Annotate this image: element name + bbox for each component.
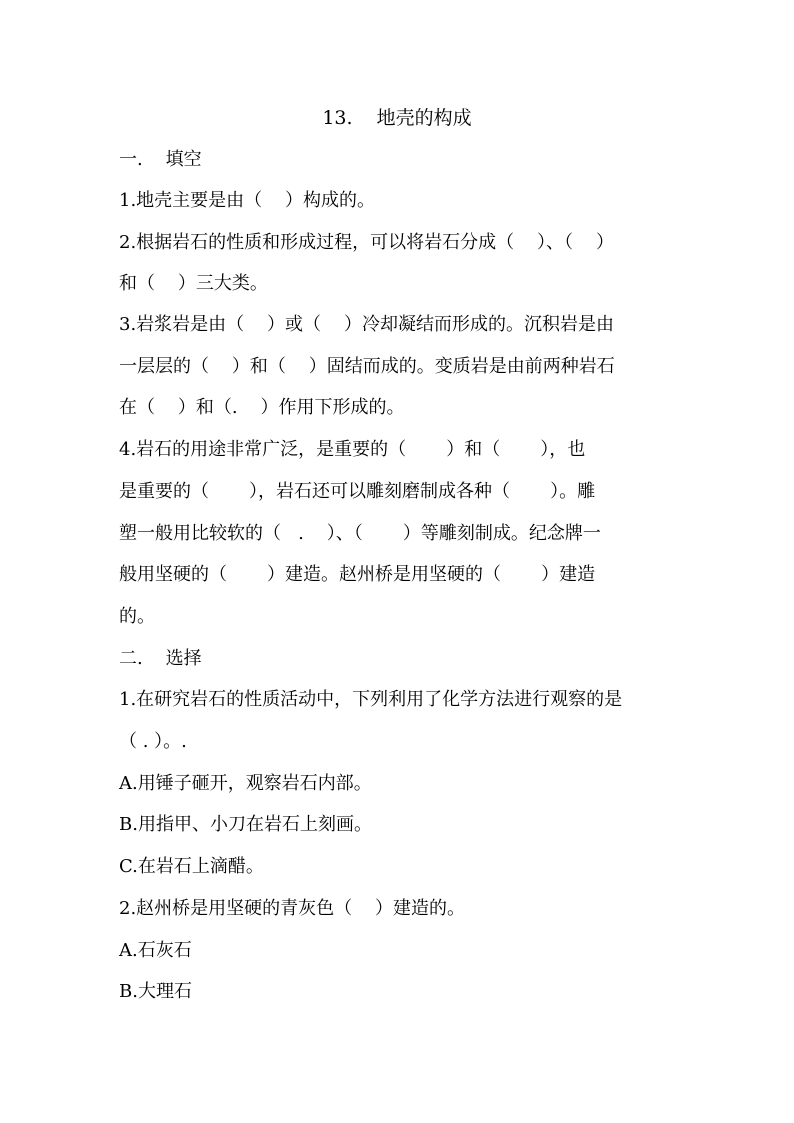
- option-line: B.用指甲、小刀在岩石上刻画。: [119, 814, 372, 835]
- question-line: 和（ ）三大类。: [119, 273, 268, 294]
- question-line: 塑一般用比较软的（ . ）、（ ）等雕刻制成。纪念牌一: [119, 523, 601, 544]
- option-line: C.在岩石上滴醋。: [119, 856, 264, 877]
- question-line: 1.在研究岩石的性质活动中，下列利用了化学方法进行观察的是: [119, 689, 623, 710]
- option-line: B.大理石: [119, 981, 192, 1002]
- question-line: 4.岩石的用途非常广泛，是重要的（ ）和（ ），也: [119, 439, 586, 460]
- option-line: A.用锤子砸开，观察岩石内部。: [119, 773, 372, 794]
- question-line: 3.岩浆岩是由（ ）或（ ）冷却凝结而形成的。沉积岩是由: [119, 314, 614, 335]
- question-line: 2.根据岩石的性质和形成过程，可以将岩石分成（ ）、（ ）: [119, 232, 614, 253]
- question-line: 在（ ）和（. ）作用下形成的。: [119, 397, 405, 418]
- question-line: 是重要的（ ），岩石还可以雕刻磨制成各种（ ）。雕: [119, 481, 596, 502]
- option-line: A.石灰石: [119, 940, 192, 961]
- question-line: 般用坚硬的（ ）建造。赵州桥是用坚硬的（ ）建造: [119, 564, 596, 585]
- section-heading-choice: 二. 选择: [119, 648, 202, 669]
- question-line: 1.地壳主要是由（ ）构成的。: [119, 190, 376, 211]
- question-line: 一层层的（ ）和（ ）固结而成的。变质岩是由前两种岩石: [119, 356, 615, 377]
- section-heading-fill-blank: 一. 填空: [119, 149, 202, 170]
- question-line: （ . ）。.: [119, 731, 187, 752]
- page-title: 13. 地壳的构成: [322, 107, 472, 129]
- question-line: 的。: [119, 606, 155, 627]
- question-line: 2.赵州桥是用坚硬的青灰色（ ）建造的。: [119, 898, 466, 919]
